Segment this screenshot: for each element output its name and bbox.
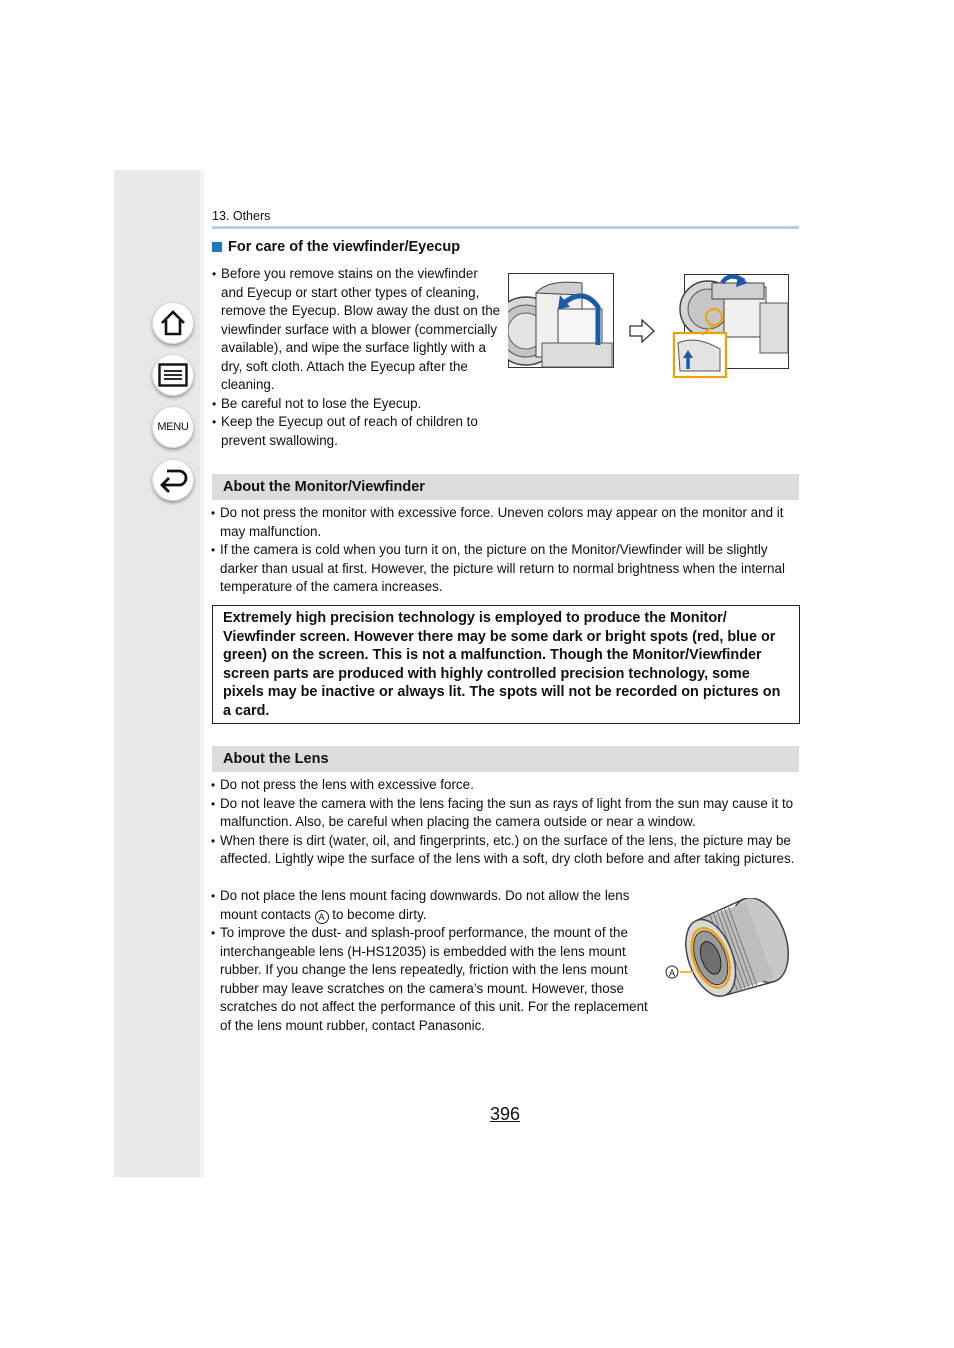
eyecup-bullets [213, 265, 501, 450]
callout-a-label: A [668, 968, 676, 978]
back-arrow-icon [158, 467, 188, 493]
section-label: 13. Others [212, 209, 271, 223]
eyecup-removal-illustration [508, 273, 614, 368]
next-step-arrow-icon [628, 318, 656, 344]
list-icon [158, 363, 188, 387]
lens-bullets [212, 776, 800, 869]
lens-section-header: About the Lens [212, 746, 799, 772]
list-item: • Do not press the lens with excessive force. [212, 776, 800, 795]
menu-button[interactable] [152, 406, 194, 448]
list-item: • To improve the dust- and splash-proof performance, the mount of the interchangeable lens (H-HS12035) is embedded with the lens mount rubber. If you change the lens repeatedly, friction with the lens mount rubber may leave scratches on the camera’s mount. However, those scratches do not affect the performance of this unit. For the replacement of the lens mount rubber, contact Panasonic. [212, 924, 648, 1035]
page-number: 396 [490, 1104, 521, 1124]
lens-illustration [664, 898, 800, 1002]
list-item: • When there is dirt (water, oil, and fingerprints, etc.) on the surface of the lens, the picture may be affected. Lightly wipe the surface of the lens with a soft, dry cloth before and after taking pictures. [212, 832, 800, 869]
list-item: • If the camera is cold when you turn it on, the picture on the Monitor/Viewfinder will be slightly darker than usual at first. However, the picture will return to normal brightness when the internal temperature of the camera increases. [212, 541, 800, 597]
eyecup-heading [212, 239, 460, 255]
precision-notice: Extremely high precision technology is employed to produce the Monitor/ Viewfinder screen. However there may be some dark or bright spots (red, blue or green) on the screen. This is not a malfunction. Though the Monitor/Viewfinder screen parts are produced with highly controlled precision technology, some pixels may be inactive or always lit. The spots will not be recorded on pictures on a card. [212, 605, 800, 724]
marker-a-icon: A [315, 910, 329, 924]
monitor-section-header: About the Monitor/Viewfinder [212, 474, 799, 500]
menu-label: MENU [157, 421, 189, 433]
lens-bullets-narrow [212, 887, 648, 1035]
list-item: • Do not press the monitor with excessive force. Uneven colors may appear on the monitor and it may malfunction. [212, 504, 800, 541]
home-button[interactable] [152, 302, 194, 344]
monitor-bullets [212, 504, 800, 597]
contacts-text-end: to become dirty. [328, 906, 427, 922]
back-button[interactable] [152, 459, 194, 501]
eyecup-heading-text: For care of the viewfinder/Eyecup [228, 239, 461, 255]
list-item: • Keep the Eyecup out of reach of children to prevent swallowing. [213, 413, 501, 450]
list-item: • Before you remove stains on the viewfinder and Eyecup or start other types of cleaning, remove the Eyecup. Blow away the dust on the viewfinder surface with a blower (commercially available), and wipe the surface lightly with a dry, soft cloth. Attach the Eyecup after the cleaning. [213, 265, 501, 395]
contacts-text-start: Do not place the lens mount facing downwards. Do not allow the lens mount contacts [220, 888, 630, 922]
header-divider [212, 226, 799, 229]
eyecup-attach-illustration [672, 273, 790, 378]
contents-button[interactable] [152, 354, 194, 396]
list-item [212, 887, 648, 924]
home-icon [159, 309, 187, 337]
list-item: • Be careful not to lose the Eyecup. [213, 395, 501, 414]
blue-square-icon [212, 242, 222, 252]
list-item: • Do not leave the camera with the lens facing the sun as rays of light from the sun may cause it to malfunction. Also, be careful when placing the camera outside or near a window. [212, 795, 800, 832]
